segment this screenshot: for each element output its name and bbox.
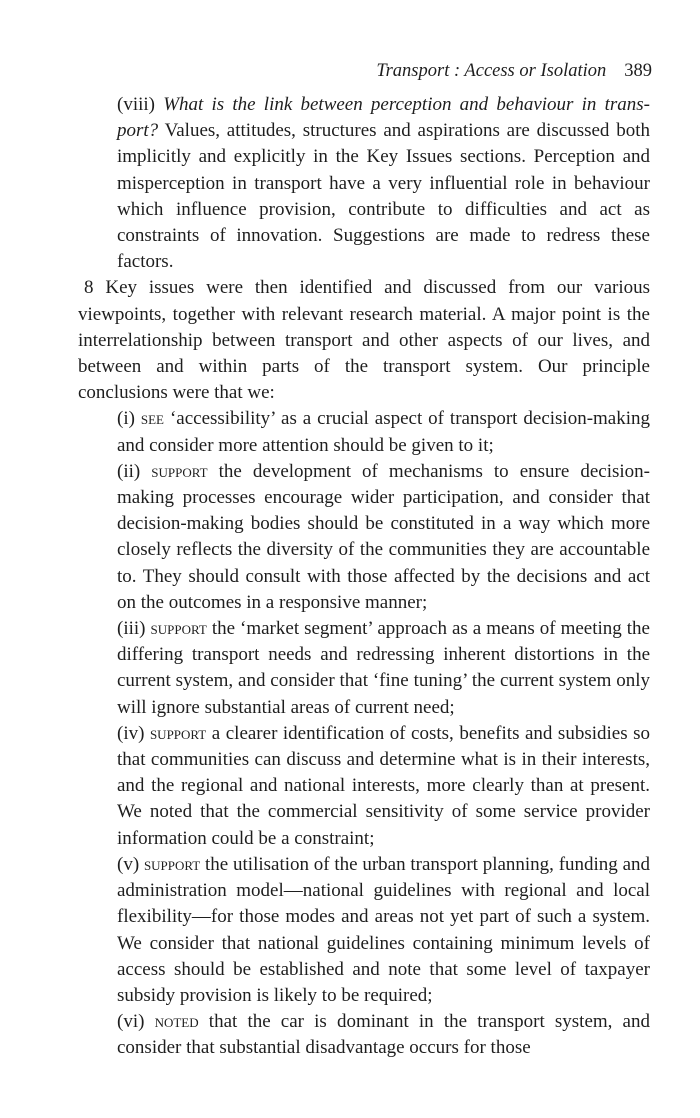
item-text: the development of mechanisms to ensure decision-making processes encourage wider participation, and consider that decision-making bodies should be constituted in a way which more closely reflects the diversity of the communities they are accountable to. They should consult with those affected by the decisions and act on the outcomes in a responsive manner; (117, 460, 650, 613)
item-verb: see (140, 408, 164, 430)
item-text: a clearer identification of costs, benefits and subsidies so that communities can discuss and determine what is in their interests, and the regional and national interests, more clearly than at present. We noted that the commercial sensitivity of some service provider information could be a constraint; (117, 722, 651, 849)
item-text: ‘accessibility’ as a crucial aspect of transport decision-making and consider more attention should be given to it; (117, 408, 651, 456)
item-verb: support (149, 722, 207, 744)
item-text: Values, attitudes, structures and aspirations are discussed both implicitly and explicitly in the Key Issues sections. Perception and misperception in transport have a very influential role in behaviour which influence provision, contribute to difficulties and act as constraints of innovation. Suggestions are made to redress these factors. (117, 120, 650, 273)
item-verb: support (151, 460, 208, 482)
item-text: that the car is dominant in the transport system, and consider that substantial disadvantage occurs for those (117, 1011, 650, 1059)
item-label: (iii) (117, 618, 146, 640)
page-body (78, 92, 650, 1062)
item-verb: support (150, 618, 207, 640)
item-question: What is the link between perception and behaviour in transport? (117, 94, 650, 142)
conclusion-iv (78, 721, 650, 852)
paragraph-number: 8 (84, 277, 94, 299)
conclusion-v (78, 852, 650, 1009)
item-label: (i) (117, 408, 135, 430)
paragraph-text: Key issues were then identified and discussed from our various viewpoints, together with relevant research material. A major point is the interrelationship between transport and other aspects of our lives, and between and within parts of the transport system. Our principle conclusions were that we: (78, 277, 651, 404)
running-header (376, 58, 652, 84)
item-verb: support (143, 853, 201, 875)
item-label: (vi) (117, 1011, 145, 1033)
conclusion-i (78, 406, 650, 458)
item-label: (v) (117, 853, 140, 875)
page-number: 389 (624, 61, 652, 81)
item-verb: noted (154, 1011, 199, 1033)
item-text: the ‘market segment’ approach as a means of meeting the differing transport needs and redressing inherent distortions in the current system, and consider that ‘fine tuning’ the current system only will ignore substantial areas of current need; (117, 618, 650, 718)
conclusion-vi (78, 1009, 650, 1061)
item-viii (78, 92, 650, 275)
item-label: (viii) (117, 94, 155, 115)
conclusion-iii (78, 616, 650, 721)
item-label: (ii) (117, 460, 141, 482)
item-label: (iv) (117, 722, 145, 744)
item-text: the utilisation of the urban transport planning, funding and administration model—national guidelines with regional and local flexibility—for those modes and areas not yet part of such a system. We consider that national guidelines containing minimum levels of access should be established and note that some level of taxpayer subsidy provision is likely to be required; (117, 853, 651, 1006)
conclusion-ii (78, 459, 650, 616)
running-title: Transport : Access or Isolation (376, 61, 607, 81)
paragraph-8 (78, 275, 650, 406)
